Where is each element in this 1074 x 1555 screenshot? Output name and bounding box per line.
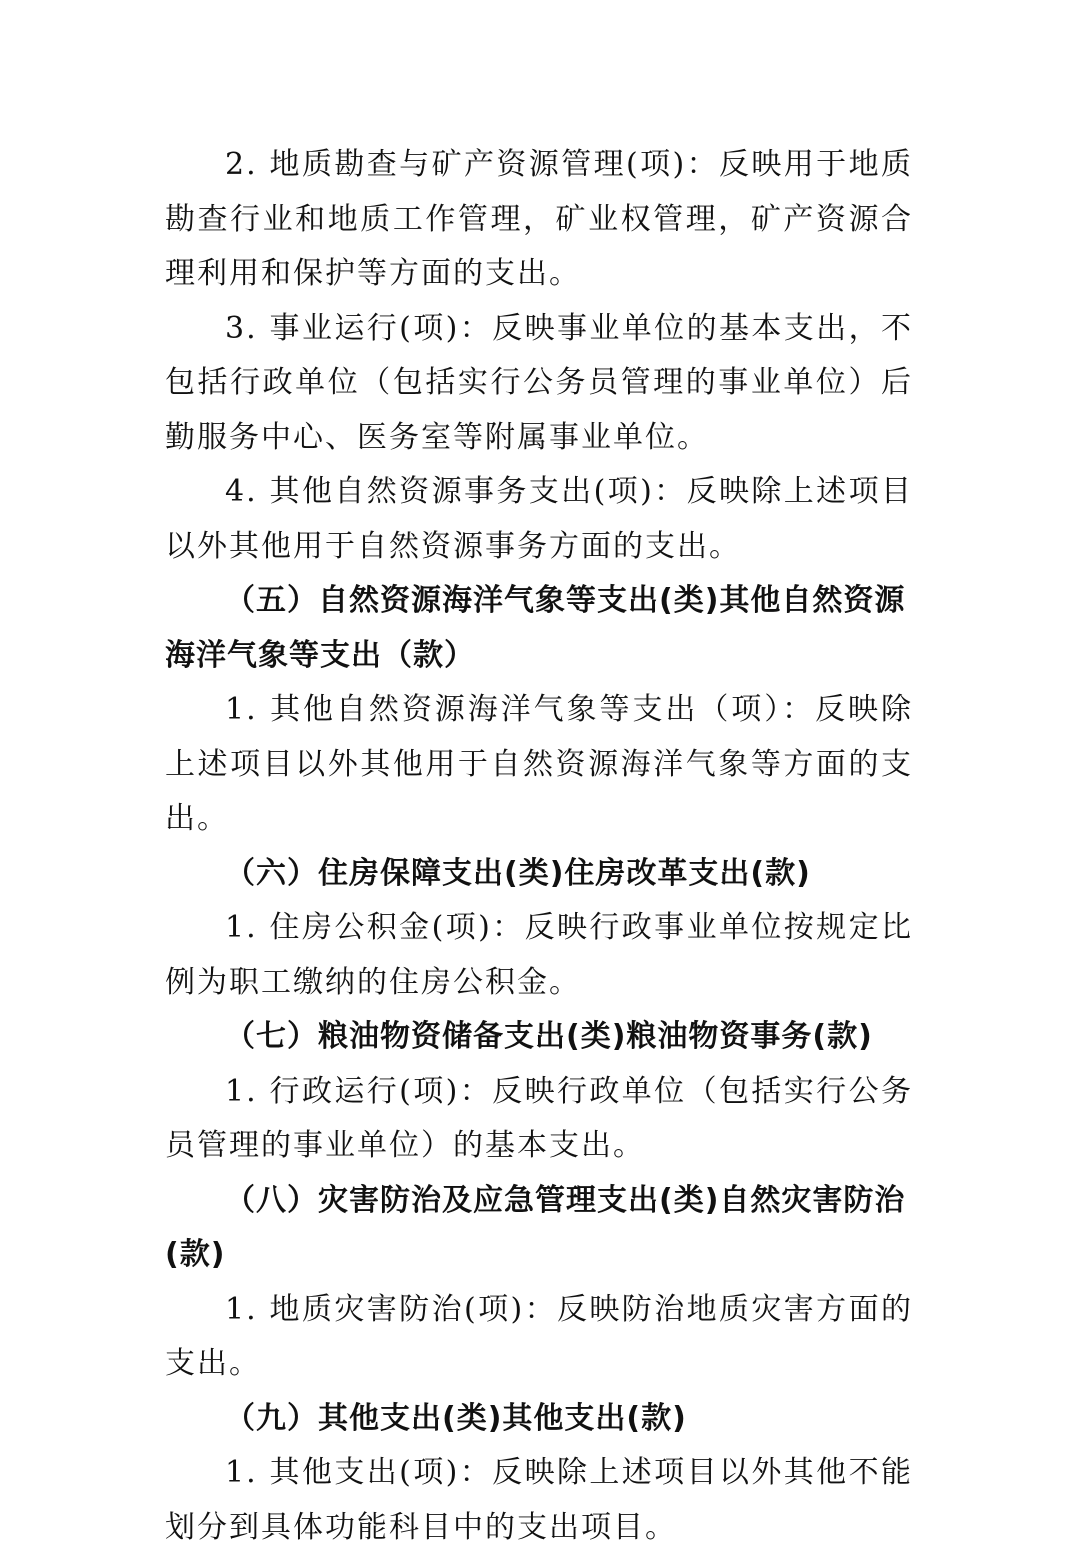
- paragraph-institution-operation: 3. 事业运行(项)：反映事业单位的基本支出，不包括行政单位（包括实行公务员管理的事业单位）后勤服务中心、医务室等附属事业单位。: [165, 310, 913, 455]
- paragraph-other-expenditure: 1. 其他支出(项)：反映除上述项目以外其他不能划分到具体功能科目中的支出项目。: [165, 1455, 913, 1545]
- paragraph-other-natural-resources: 4. 其他自然资源事务支出(项)：反映除上述项目以外其他用于自然资源事务方面的支出。: [165, 474, 913, 564]
- document-body: [165, 138, 913, 1555]
- paragraph-geo-disaster: 1. 地质灾害防治(项)：反映防治地质灾害方面的支出。: [165, 1291, 913, 1381]
- paragraph-housing-fund: 1. 住房公积金(项)：反映行政事业单位按规定比例为职工缴纳的住房公积金。: [165, 910, 913, 1000]
- heading-section-seven: （七）粮油物资储备支出(类)粮油物资事务(款): [225, 1019, 873, 1054]
- heading-section-eight: （八）灾害防治及应急管理支出(类)自然灾害防治(款): [165, 1182, 906, 1272]
- heading-section-five: （五）自然资源海洋气象等支出(类)其他自然资源海洋气象等支出（款）: [165, 583, 906, 673]
- heading-section-nine: （九）其他支出(类)其他支出(款): [225, 1400, 687, 1436]
- paragraph-geological-survey: 2. 地质勘查与矿产资源管理(项)：反映用于地质勘查行业和地质工作管理，矿业权管理，矿产资源合理利用和保护等方面的支出。: [165, 147, 913, 291]
- paragraph-admin-operation: 1. 行政运行(项)：反映行政单位（包括实行公务员管理的事业单位）的基本支出。: [165, 1073, 913, 1163]
- heading-section-six: （六）住房保障支出(类)住房改革支出(款): [225, 855, 811, 891]
- paragraph-other-ocean-weather: 1. 其他自然资源海洋气象等支出（项）：反映除上述项目以外其他用于自然资源海洋气象等方面的支出。: [165, 692, 913, 836]
